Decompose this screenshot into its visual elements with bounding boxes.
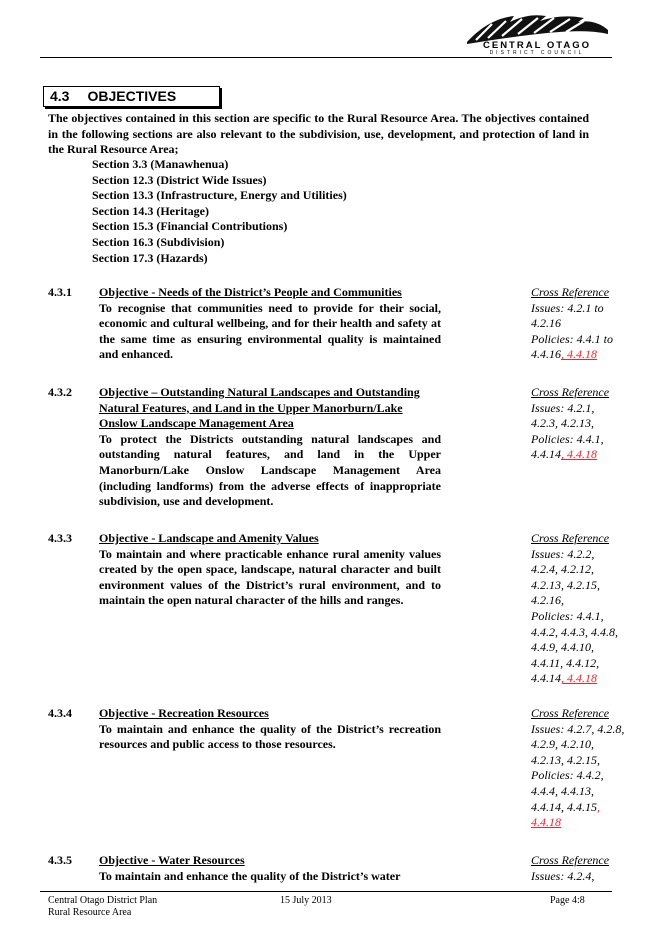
objective-heading: Objective – Outstanding Natural Landscapes and Outstanding Natural Features, and Land in the Upper Manorburn/Lake Onslow Landscape Management Area: [99, 385, 420, 431]
cross-reference-line: 4.2.4, 4.2.12,: [531, 562, 594, 577]
cross-reference-4-3-1: [531, 285, 641, 363]
objective-number: 4.3.5: [48, 853, 72, 867]
cross-reference-title: Cross Reference: [531, 385, 610, 399]
objective-number: 4.3.2: [48, 385, 72, 399]
section-reference: Section 14.3 (Heritage): [92, 203, 209, 218]
objective-4-3-5: [99, 853, 441, 884]
cross-reference-4-3-5: [531, 853, 641, 884]
cross-reference-last-line: 4.4.16, 4.4.18: [531, 347, 597, 362]
section-heading: OBJECTIVES: [87, 88, 177, 104]
cross-reference-line: Policies: 4.4.1,: [531, 431, 604, 446]
objective-text: To maintain and where practicable enhance rural amenity values created by the open space, landscape, natural character and built environment values of the District’s rural environment, and to maintain the open natural character of the hills and ranges.: [99, 546, 441, 608]
section-reference: Section 13.3 (Infrastructure, Energy and Utilities): [92, 188, 347, 203]
footer-date: 15 July 2013: [280, 895, 332, 906]
cross-reference-line: 4.2.16,: [531, 593, 564, 608]
section-reference: Section 16.3 (Subdivision): [92, 234, 225, 249]
intro-paragraph: The objectives contained in this section are specific to the Rural Resource Area. The objectives contained in the following sections are also relevant to the subdivision, use, development, and protection of land in the Rural Resource Area;: [48, 111, 589, 157]
objective-number: 4.3.3: [48, 531, 72, 545]
cross-reference-title: Cross Reference: [531, 853, 610, 867]
cross-reference-4-3-4: [531, 706, 641, 831]
objective-4-3-1: [99, 285, 441, 363]
logo-wordmark: CENTRAL OTAGO: [483, 40, 591, 51]
cross-reference-line: Policies: 4.4.1 to: [531, 331, 613, 346]
cross-reference-line: 4.2.16: [531, 316, 561, 331]
cross-reference-title: Cross Reference: [531, 531, 610, 545]
cross-reference-added: , 4.4.18: [561, 671, 597, 686]
cross-reference-line: 4.2.3, 4.2.13,: [531, 416, 594, 431]
cross-reference-last-line: 4.4.14, 4.4.18: [531, 671, 597, 686]
cross-reference-line: Policies: 4.4.2,: [531, 768, 604, 783]
cross-reference-last-line: 4.4.14, 4.4.15,: [531, 799, 600, 814]
objective-text: To recognise that communities need to provide for their social, economic and cultural wellbeing, and for their health and safety at the same time as ensuring environmental quality is maintained and enhanced.: [99, 300, 441, 362]
objective-heading: Objective - Recreation Resources: [99, 706, 269, 720]
cross-reference-last-line: 4.4.14, 4.4.18: [531, 447, 597, 462]
cross-reference-line: Issues: 4.2.2,: [531, 546, 595, 561]
cross-reference-added: ,: [597, 799, 600, 814]
cross-reference-line: 4.4.4, 4.4.13,: [531, 783, 594, 798]
footer-rule: [40, 891, 612, 892]
section-reference: Section 17.3 (Hazards): [92, 250, 208, 265]
section-reference: Section 3.3 (Manawhenua): [92, 157, 229, 171]
cross-reference-line: 4.2.13, 4.2.15,: [531, 577, 600, 592]
objective-4-3-4: [99, 706, 441, 753]
footer-area: Rural Resource Area: [48, 907, 132, 918]
cross-reference-4-3-2: [531, 385, 641, 463]
cross-reference-line: 4.4.11, 4.4.12,: [531, 655, 600, 670]
cross-reference-added: , 4.4.18: [561, 447, 597, 462]
footer-plan: Central Otago District Plan: [48, 895, 158, 906]
section-reference-list: [92, 157, 347, 266]
objective-number: 4.3.4: [48, 706, 72, 720]
section-reference: Section 12.3 (District Wide Issues): [92, 172, 267, 187]
logo-subtitle: DISTRICT COUNCIL: [489, 50, 585, 56]
header-rule: [40, 57, 612, 58]
cross-reference-added: , 4.4.18: [561, 347, 597, 362]
objective-number: 4.3.1: [48, 285, 72, 299]
cross-reference-title: Cross Reference: [531, 285, 610, 299]
cross-reference-line: Issues: 4.2.7, 4.2.8,: [531, 721, 625, 736]
section-reference: Section 15.3 (Financial Contributions): [92, 219, 288, 234]
objective-heading: Objective - Water Resources: [99, 853, 245, 867]
objective-heading: Objective - Needs of the District’s People and Communities: [99, 285, 402, 299]
cross-reference-line: 4.4.9, 4.4.10,: [531, 640, 594, 655]
cross-reference-line: Issues: 4.2.1,: [531, 400, 595, 415]
footer-page-number: Page 4:8: [550, 895, 585, 906]
cross-reference-line: 4.2.13, 4.2.15,: [531, 752, 600, 767]
section-title: [50, 87, 176, 106]
cross-reference-title: Cross Reference: [531, 706, 610, 720]
objective-text: To maintain and enhance the quality of the District’s recreation resources and public access to those resources.: [99, 721, 441, 752]
cross-reference-line: 4.2.9, 4.2.10,: [531, 737, 594, 752]
cross-reference-line: 4.4.2, 4.4.3, 4.4.8,: [531, 624, 618, 639]
objective-4-3-3: [99, 531, 441, 609]
footer-plan-name: [48, 895, 157, 919]
objective-text: To protect the Districts outstanding natural landscapes and outstanding natural features, and land in the Upper Manorburn/Lake Onslow Landscape Management Area (including landforms) from the adverse effects of inappropriate subdivision, use and development.: [99, 431, 441, 509]
cross-reference-added-line: 4.4.18: [531, 815, 561, 830]
section-number: 4.3: [50, 88, 70, 104]
cross-reference-line: Issues: 4.2.4,: [531, 868, 595, 883]
cross-reference-line: Issues: 4.2.1 to: [531, 300, 604, 315]
cross-reference-4-3-3: [531, 531, 641, 687]
section-title-box: [43, 86, 220, 107]
objective-heading: Objective - Landscape and Amenity Values: [99, 531, 319, 545]
cross-reference-line: Policies: 4.4.1,: [531, 608, 604, 623]
objective-text: To maintain and enhance the quality of the District’s water: [99, 868, 401, 883]
objective-4-3-2: [99, 385, 441, 510]
